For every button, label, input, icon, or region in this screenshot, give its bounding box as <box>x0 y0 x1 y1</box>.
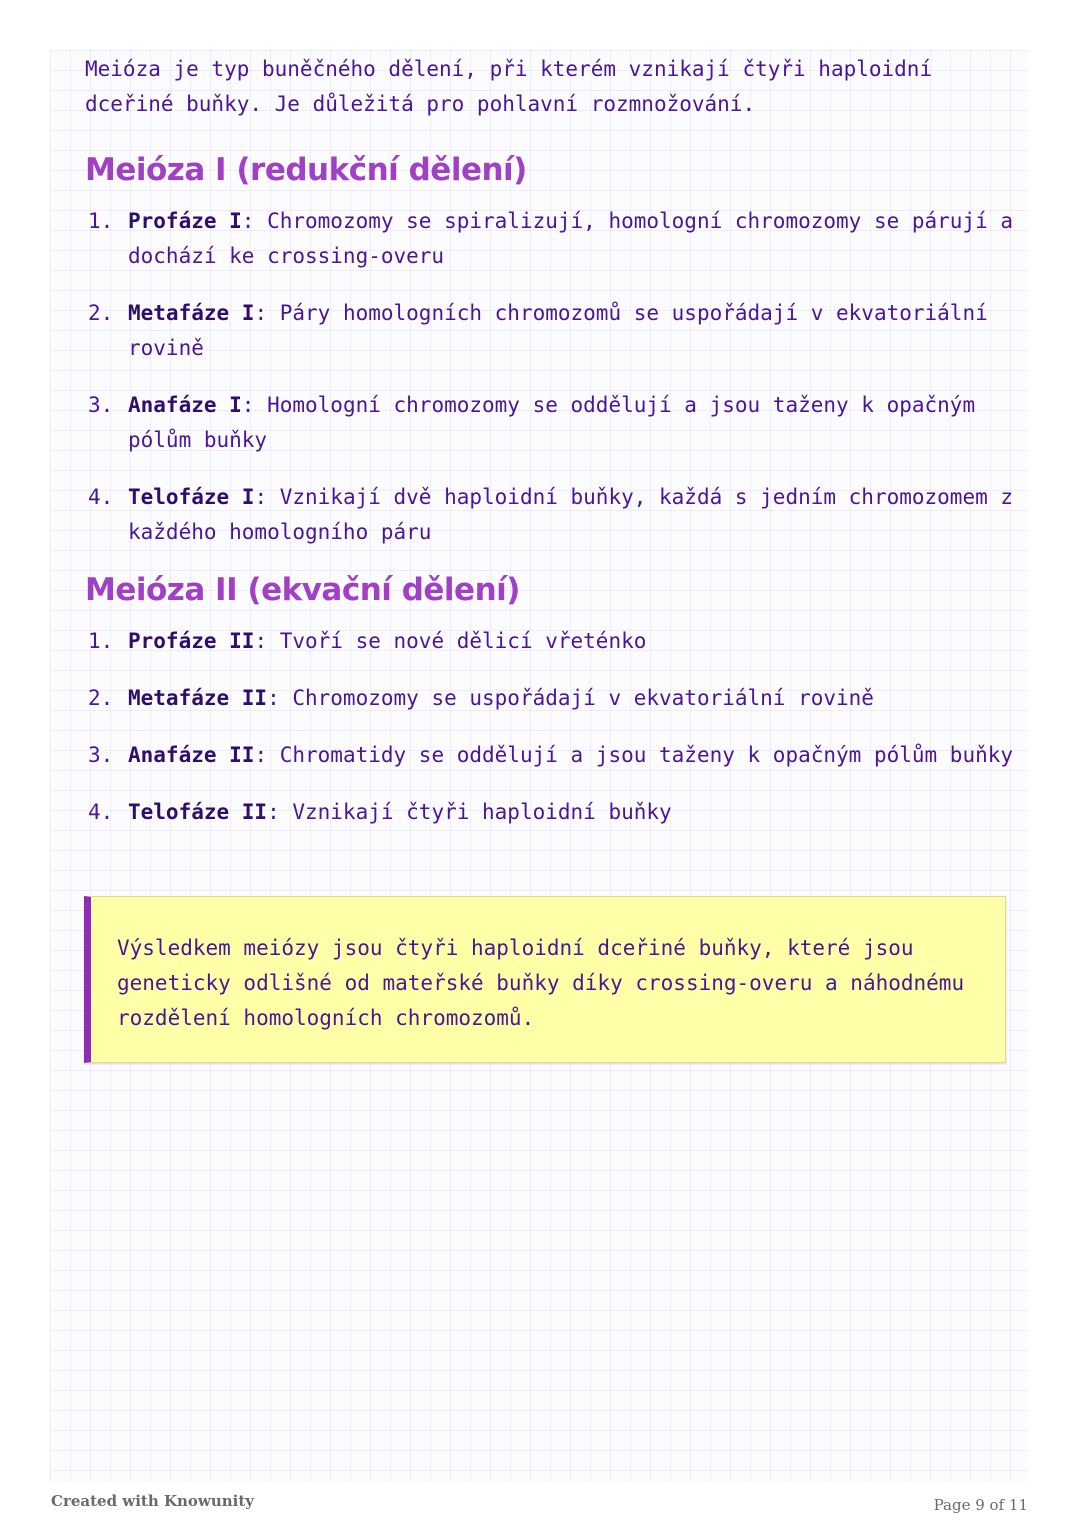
phase-term: Profáze II <box>128 629 255 653</box>
phase-description: : Vznikají dvě haploidní buňky, každá s jedním chromozomem z každého homologního páru <box>128 485 1014 544</box>
list-number: 2. <box>88 301 114 325</box>
phase-description: : Chromozomy se uspořádají v ekvatoriální rovině <box>267 686 874 710</box>
page-content <box>85 52 1015 830</box>
list-number: 3. <box>88 743 114 767</box>
list-number: 1. <box>88 629 114 653</box>
phase-term: Telofáze II <box>128 800 268 824</box>
meioza-2-steps <box>85 624 1015 830</box>
section-title-meioza-1: Meióza I (redukční dělení) <box>85 152 527 188</box>
phase-term: Anafáze II <box>128 743 255 767</box>
footer-created-with: Created with Knowunity <box>51 1492 254 1510</box>
list-number: 1. <box>88 209 114 233</box>
summary-text: Výsledkem meiózy jsou čtyři haploidní dceřiné buňky, které jsou geneticky odlišné od mateřské buňky díky crossing-overu a náhodnému rozdělení homologních chromozomů. <box>117 936 965 1030</box>
list-number: 3. <box>88 393 114 417</box>
list-item <box>85 388 1015 458</box>
list-number: 4. <box>88 800 114 824</box>
section-title-meioza-2: Meióza II (ekvační dělení) <box>85 572 520 608</box>
phase-description: : Chromozomy se spiralizují, homologní chromozomy se párují a dochází ke crossing-overu <box>128 209 1014 268</box>
list-item <box>85 738 1015 773</box>
phase-description: : Tvoří se nové dělicí vřeténko <box>254 629 647 653</box>
phase-description: : Páry homologních chromozomů se uspořádají v ekvatoriální rovině <box>128 301 988 360</box>
list-item <box>85 204 1015 274</box>
list-item <box>85 296 1015 366</box>
meioza-1-steps <box>85 204 1015 550</box>
list-item <box>85 480 1015 550</box>
phase-description: : Chromatidy se oddělují a jsou taženy k opačným pólům buňky <box>254 743 1014 767</box>
list-item <box>85 681 1015 716</box>
list-number: 4. <box>88 485 114 509</box>
phase-term: Metafáze I <box>128 301 255 325</box>
phase-description: : Homologní chromozomy se oddělují a jsou taženy k opačným pólům buňky <box>128 393 976 452</box>
phase-term: Anafáze I <box>128 393 242 417</box>
phase-description: : Vznikají čtyři haploidní buňky <box>267 800 672 824</box>
phase-term: Profáze I <box>128 209 242 233</box>
list-item <box>85 624 1015 659</box>
list-number: 2. <box>88 686 114 710</box>
phase-term: Metafáze II <box>128 686 268 710</box>
summary-callout <box>84 896 1006 1063</box>
footer-page-number: Page 9 of 11 <box>933 1496 1028 1514</box>
intro-paragraph: Meióza je typ buněčného dělení, při kterém vznikají čtyři haploidní dceřiné buňky. Je důležitá pro pohlavní rozmnožování. <box>85 57 933 116</box>
phase-term: Telofáze I <box>128 485 255 509</box>
list-item <box>85 795 1015 830</box>
